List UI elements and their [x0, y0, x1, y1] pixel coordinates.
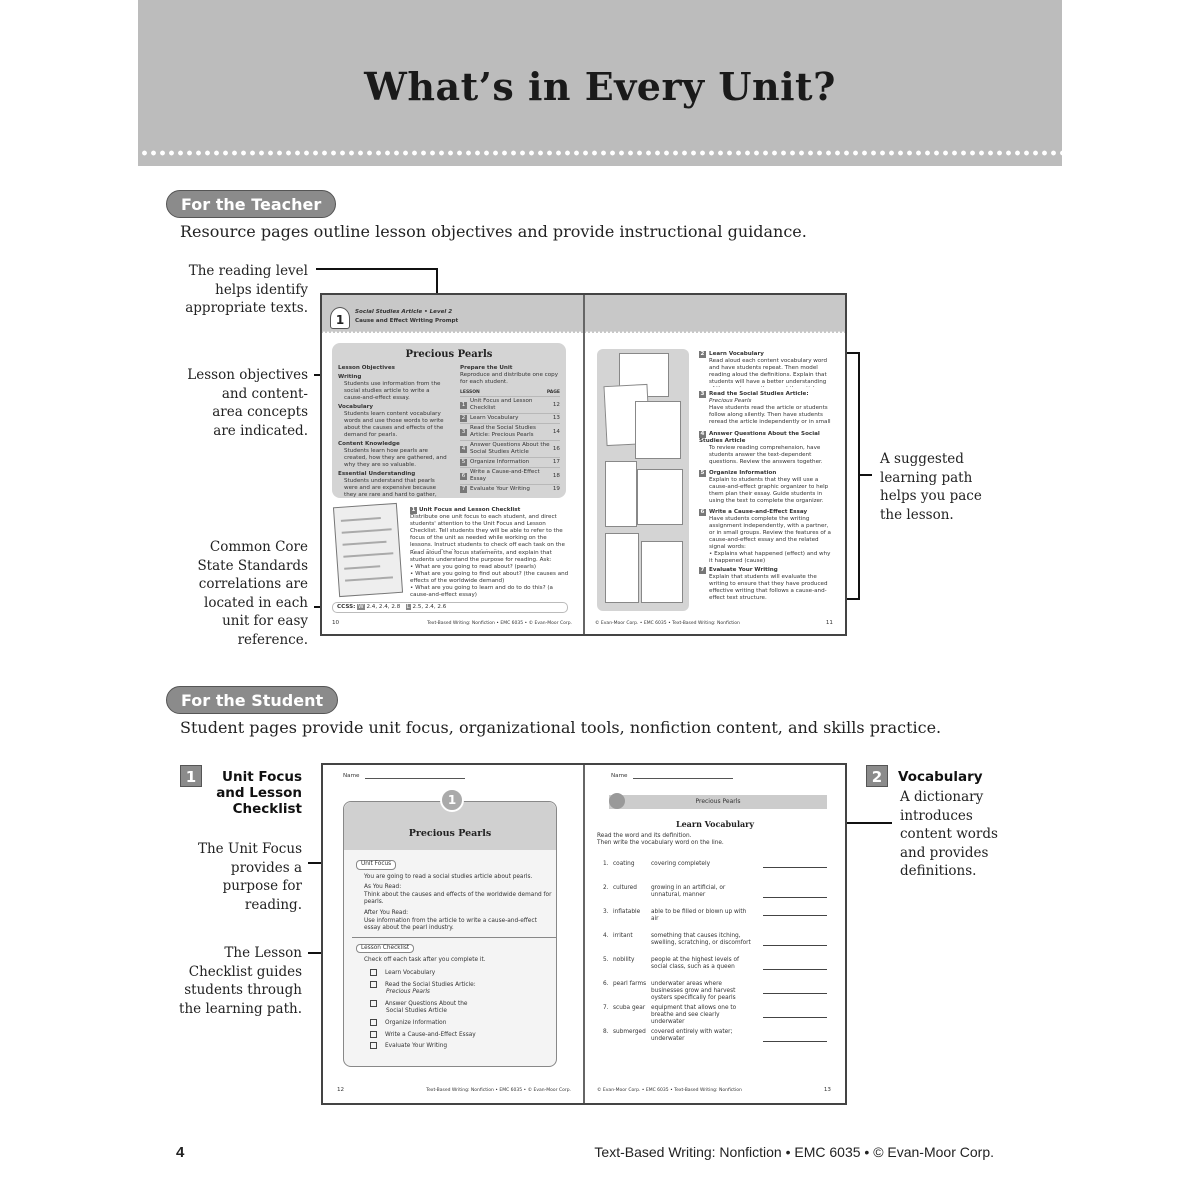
teacher-lead-text: Resource pages outline lesson objectives and provide instructional guidance. [180, 222, 807, 241]
step-badge: 7 [700, 567, 705, 573]
checklist-label: Write a Cause-and-Effect Essay [385, 1031, 476, 1038]
vocab-number: 4. [603, 933, 609, 939]
vocab-number: 5. [603, 957, 609, 963]
page-number: 13 [823, 1087, 831, 1093]
step-body: Read aloud each content vocabulary word and have students repeat. Then model reading aloud the definitions. Explain that students will have a better understanding [709, 358, 828, 385]
ribbon-title: Precious Pearls [695, 798, 741, 805]
unit-number: 1 [447, 793, 457, 807]
lesson-row [460, 484, 560, 494]
ccss-bar [332, 602, 568, 613]
step-title: Organize Information [709, 470, 777, 476]
vocab-definition: people at the highest levels of social class, such as a queen [651, 957, 740, 970]
dotted-divider [585, 331, 845, 334]
section2-title: Vocabulary [898, 769, 983, 785]
teacher-section-pill: For the Teacher [166, 190, 336, 218]
lesson-step [699, 431, 831, 466]
title-line: Checklist [232, 801, 302, 817]
callout-lesson-checklist [160, 944, 302, 1018]
objectives-heading: Lesson Objectives [338, 365, 395, 371]
checklist-sublabel: Precious Pearls [386, 989, 430, 996]
lesson-row [460, 413, 560, 423]
as-you-read-body: Think about the causes and effects of the worldwide demand for pearls. [364, 891, 552, 906]
vocab-word: coating [613, 861, 635, 867]
article-title: Precious Pearls [405, 349, 493, 360]
callout-line: purpose for [222, 878, 302, 894]
focus-content [356, 860, 552, 1054]
step-title: Read the Social Studies Article: [709, 391, 809, 397]
prepare-column [460, 365, 560, 494]
thumb-questions [605, 461, 637, 527]
checklist-label: Answer Questions About the [385, 1000, 468, 1007]
answer-line[interactable] [763, 1017, 827, 1018]
lesson-row [460, 396, 560, 413]
ribbon-banner [609, 795, 827, 809]
callout-line: The Lesson [224, 945, 302, 961]
ccss-w-values: 2.4, 2.4, 2.8 [366, 604, 401, 610]
step1-block: 1 Unit Focus and Lesson Checklist Distribute one unit focus to each student, and direct students' attention to the Unit Focus and Lesson Checklist. Tell students they will be able to refer to the focus of the unit as needed while working on the lessons. Instruct students to check off each task on the Read aloud the focus statements, and explain that students understand the purpose for reading. Ask: • What are you going to read about? (pearls) • What are you going to find out about? (the causes and effects of the worldwide demand) • What are you going to learn and do to do this? (a cause-and-effect essay) [410, 507, 569, 598]
focus-line: You are going to read a social studies article about pearls. [364, 873, 533, 880]
prepare-heading: Prepare the Unit [460, 365, 513, 371]
vocab-instructions [597, 833, 724, 847]
callout-line: and provides [900, 844, 989, 861]
lesson-number: 1 [461, 401, 466, 408]
callout-ccss [160, 538, 308, 649]
callout-line: and content- [221, 385, 308, 402]
lesson-steps [699, 351, 831, 606]
unit-badge [440, 788, 464, 812]
thumb-article-2 [635, 401, 681, 459]
callout-line: area concepts [212, 404, 308, 420]
vocab-row [597, 957, 833, 981]
step-title: Write a Cause-and-Effect Essay [709, 509, 808, 515]
lesson-step [699, 567, 831, 602]
thumb-line [342, 528, 392, 533]
callout-line: The Unit Focus [197, 841, 302, 857]
step-badge: 6 [700, 509, 705, 515]
checklist-items [356, 969, 552, 1051]
lesson-row [460, 457, 560, 467]
name-text: Name [611, 773, 628, 779]
vocab-definition: covering completely [651, 861, 711, 867]
vocab-row [597, 1029, 833, 1053]
student-lead-text: Student pages provide unit focus, organizational tools, nonfiction content, and skills practice. [180, 718, 942, 737]
header-line-2: Cause and Effect Writing Prompt [355, 318, 459, 324]
vocab-row [597, 885, 833, 909]
checkbox[interactable] [370, 1019, 377, 1026]
callout-line: A suggested [880, 451, 964, 467]
lesson-label: Organize Information [470, 459, 530, 465]
checklist-item [356, 1019, 552, 1028]
callout-line: reference. [237, 631, 308, 648]
student-spread [321, 763, 847, 1105]
page-title: What’s in Every Unit? [364, 64, 836, 109]
section1-title [210, 769, 302, 817]
answer-line[interactable] [763, 945, 827, 946]
page-footer-text: © Evan-Moor Corp. • EMC 6035 • Text-Based Writing: Nonfiction [597, 1088, 742, 1093]
step-body: To review reading comprehension, have students answer the text-dependent questions. Review the answers together. [709, 445, 823, 465]
objective-head: Content Knowledge [338, 441, 400, 447]
lesson-label: Learn Vocabulary [470, 415, 519, 421]
vocab-number: 8. [603, 1029, 609, 1035]
callout-line: The reading level [188, 263, 308, 279]
callout-line: Lesson objectives [187, 367, 308, 383]
vocab-row [597, 861, 833, 885]
name-line [633, 778, 733, 779]
step-badge: 4 [700, 431, 705, 437]
objective-body: Students learn how pearls are created, how they are gathered, and why they are so valuable. [344, 448, 447, 468]
step-body: Have students read the article or students follow along silently. Then have students reread the article independently or in small [709, 405, 831, 425]
thumb-line [341, 517, 381, 522]
callout-line: Checklist guides [188, 963, 302, 980]
lesson-number: 6 [461, 472, 466, 479]
ccss-l-values: 2.5, 2.4, 2.6 [412, 604, 447, 610]
name-text: Name [343, 773, 360, 779]
callout-line: correlations are [198, 576, 308, 592]
lesson-step [699, 470, 831, 505]
page-number: 10 [332, 620, 340, 626]
step-body: Have students complete the writing assignment independently, with a partner, or in small groups. Review the features of a cause-and-effect essay and the related signal words: [709, 516, 831, 550]
checklist-item [356, 981, 552, 997]
step1-bullet: What are you going to read about? (pearls) [415, 564, 537, 570]
after-you-read-body: Use information from the article to write a cause-and-effect essay about the pearl industry. [364, 917, 537, 932]
student-left-page [323, 765, 583, 1103]
callout-line: introduces [900, 807, 973, 824]
name-label [611, 773, 628, 780]
callout-line: helps identify [215, 281, 308, 298]
lesson-page: 14 [552, 428, 560, 435]
footer-page-number: 4 [176, 1144, 185, 1161]
name-line [365, 778, 465, 779]
lesson-row [460, 467, 560, 484]
callout-line: State Standards [197, 557, 308, 574]
lesson-page: 13 [552, 415, 560, 421]
answer-line[interactable] [763, 1041, 827, 1042]
checklist-intro: Check off each task after you complete it. [364, 957, 486, 964]
objective-head: Writing [338, 374, 362, 380]
section-number-badge: 1 [180, 765, 202, 787]
vocab-word: pearl farms [613, 981, 647, 987]
prepare-body: Reproduce and distribute one copy for each student. [460, 372, 559, 385]
leader-line [316, 268, 438, 270]
objective-head: Vocabulary [338, 404, 374, 410]
objective-body: Students use information from the social studies article to write a cause-and-effect essay. [344, 381, 441, 401]
section-divider [352, 937, 556, 938]
page-header-band [585, 295, 845, 333]
title-line: and Lesson [216, 785, 302, 801]
unit-number: 1 [335, 313, 345, 327]
callout-learning-path [880, 450, 1010, 524]
callout-line: students through [184, 982, 302, 998]
lesson-number: 5 [461, 459, 466, 465]
section-number-badge: 2 [866, 765, 888, 787]
checklist-item [356, 969, 552, 978]
step1-bullet: What are you going to find out about? (the causes and effects of the worldwide demand) [410, 571, 569, 584]
thumb-line [343, 552, 393, 557]
vocab-row [597, 909, 833, 933]
bracket-line [858, 474, 872, 476]
vocab-definition: growing in an artificial, or unnatural, manner [651, 885, 726, 898]
answer-line[interactable] [763, 993, 827, 994]
step-body: Explain that students will evaluate the writing to ensure that they have produced effective writing that follows a cause-and-effect text structure. [709, 574, 828, 601]
vocab-definition: underwater areas where businesses grow and harvest oysters specifically for pearls [651, 981, 736, 1001]
bracket-line [846, 598, 860, 600]
lesson-label: Answer Questions About the Social Studies Article [470, 442, 550, 455]
intro-line: Read the word and its definition. [597, 833, 692, 839]
objective-body: Students learn content vocabulary words and use those words to write about the causes and effects of the demand for pearls. [344, 411, 444, 438]
objectives-box [332, 343, 566, 498]
checklist-item [356, 1031, 552, 1040]
thumb-line [344, 565, 380, 570]
objectives-column [338, 365, 448, 501]
vocab-definition: able to be filled or blown up with air [651, 909, 747, 922]
lesson-page: 17 [552, 459, 560, 465]
lesson-table [460, 396, 560, 494]
after-you-read-heading: After You Read: [364, 909, 409, 916]
callout-line: unit for easy [222, 613, 308, 629]
checklist-label: Read the Social Studies Article: [385, 981, 476, 988]
lesson-label: Unit Focus and Lesson Checklist [470, 398, 533, 411]
card-title: Precious Pearls [408, 828, 492, 839]
lesson-label: Read the Social Studies Article: Precious Pearls [470, 425, 536, 438]
step-badge: 1 [411, 507, 416, 513]
student-section-pill: For the Student [166, 686, 338, 714]
thumb-evaluate [641, 541, 683, 603]
page-number: 12 [337, 1087, 345, 1093]
step1-body: Distribute one unit focus to each student, and direct students' attention to the Unit Focus and Lesson Checklist. Tell students they will be able to refer to the focus of the unit as needed while working on the lessons. Instruct students to check off each task on the [410, 514, 565, 548]
dotted-divider [322, 331, 584, 334]
callout-vocabulary [900, 788, 1010, 881]
vocab-number: 7. [603, 1005, 609, 1011]
unit-focus-card [343, 793, 557, 1067]
callout-objectives [160, 366, 308, 440]
step-title: Answer Questions About the Social Studies Article [699, 431, 820, 444]
vocab-number: 1. [603, 861, 609, 867]
vocab-row [597, 1005, 833, 1029]
vocab-row [597, 933, 833, 957]
checkbox[interactable] [370, 1042, 377, 1049]
page-number: 11 [825, 620, 833, 626]
page-footer-text: Text-Based Writing: Nonfiction • EMC 6035 • © Evan-Moor Corp. [426, 1088, 571, 1093]
callout-line: provides a [230, 859, 302, 876]
vocab-definition: equipment that allows one to breathe and see clearly underwater [651, 1005, 737, 1025]
callout-line: definitions. [900, 863, 977, 879]
answer-line[interactable] [763, 867, 827, 868]
name-label [343, 773, 360, 780]
vocab-word: cultured [613, 885, 637, 891]
step-badge: 2 [700, 351, 705, 357]
bracket-line [858, 352, 860, 600]
step1-title: Unit Focus and Lesson Checklist [418, 507, 521, 513]
student-page-thumbnail [333, 503, 403, 597]
thumb-line [345, 576, 393, 581]
callout-line: content words [900, 826, 998, 842]
lesson-step: 6 Write a Cause-and-Effect Essay Have students complete the writing assignment independently, with a partner, or in small groups. Review the features of a cause-and-effect essay and the related signal words: • Explains what happened (effect) and why it happened (cause) [700, 509, 831, 563]
callout-line: located in each [204, 594, 308, 611]
lesson-col-header: LESSON [460, 390, 480, 395]
page-footer-text: © Evan-Moor Corp. • EMC 6035 • Text-Based Writing: Nonfiction [595, 621, 740, 626]
title-line: Unit Focus [222, 769, 302, 785]
step-title: Evaluate Your Writing [709, 567, 778, 573]
vocab-heading: Learn Vocabulary [675, 819, 755, 829]
vocab-number: 6. [603, 981, 609, 987]
ccss-l-tag: L [406, 604, 410, 610]
teacher-spread [320, 293, 847, 636]
lesson-page: 16 [552, 445, 560, 452]
vocab-definition: covered entirely with water; underwater [651, 1029, 733, 1042]
step-title: Learn Vocabulary [709, 351, 764, 357]
objective-head: Essential Understanding [338, 471, 416, 477]
thumb-essay [605, 533, 639, 603]
vocab-list [597, 861, 833, 1053]
lesson-number: 7 [461, 486, 466, 492]
checklist-item [356, 1000, 552, 1016]
callout-unit-focus [160, 840, 302, 914]
step1-bullet: What are you going to learn and do to do this? (a cause-and-effect essay) [410, 585, 553, 598]
as-you-read-heading: As You Read: [364, 884, 402, 891]
vocab-word: irritant [613, 933, 633, 939]
answer-line[interactable] [763, 969, 827, 970]
callout-line: learning path [880, 469, 973, 486]
vocab-word: scuba gear [613, 1005, 646, 1011]
callout-line: the lesson. [880, 506, 954, 523]
lesson-page: 12 [552, 401, 560, 408]
intro-line: Then write the vocabulary word on the line. [597, 840, 724, 846]
thumb-line [343, 541, 387, 546]
step-bullet: Explains what happened (effect) and why it happened (cause) [709, 551, 831, 563]
lesson-number: 3 [461, 428, 466, 435]
thumbnails-panel [597, 349, 689, 611]
checklist-sublabel: Social Studies Article [386, 1008, 447, 1015]
checkbox[interactable] [370, 1000, 377, 1007]
ccss-w-tag: W [358, 604, 364, 610]
callout-line: are indicated. [213, 422, 308, 439]
lesson-number: 4 [461, 445, 466, 452]
student-right-page [585, 765, 845, 1103]
vocab-row [597, 981, 833, 1005]
header-line-1: Social Studies Article • Level 2 [355, 309, 453, 315]
lesson-label: Write a Cause-and-Effect Essay [470, 469, 540, 482]
teacher-left-page [322, 295, 584, 634]
checklist-label: Evaluate Your Writing [385, 1043, 448, 1050]
callout-reading-level [160, 262, 308, 318]
lesson-page: 19 [552, 486, 560, 492]
objective-body: Students understand that pearls were and are expensive because they are rare and hard to gather, [344, 478, 437, 498]
checklist-tab: Lesson Checklist [356, 944, 414, 954]
callout-line: appropriate texts. [185, 300, 308, 316]
callout-line: A dictionary [900, 789, 984, 805]
lesson-row [460, 423, 560, 440]
lesson-step [699, 391, 831, 427]
lesson-page: 18 [552, 472, 560, 479]
callout-line: Common Core [209, 539, 308, 555]
callout-line: helps you pace [880, 488, 982, 504]
vocab-word: inflatable [613, 909, 641, 915]
checkbox[interactable] [370, 969, 377, 976]
answer-line[interactable] [763, 897, 827, 898]
page-header [138, 0, 1062, 166]
checklist-label: Organize Information [385, 1019, 447, 1026]
checklist-item [356, 1042, 552, 1051]
dotted-divider [138, 146, 1062, 160]
step-badge: 5 [700, 470, 705, 476]
focus-tab: Unit Focus [356, 860, 396, 870]
checklist-label: Learn Vocabulary [385, 969, 436, 976]
teacher-right-page [585, 295, 845, 634]
step-subtitle: Precious Pearls [709, 398, 752, 404]
ccss-label: CCSS: [337, 604, 356, 610]
lesson-step [699, 351, 831, 387]
step1-more: Read aloud the focus statements, and explain that students understand the purpose for reading. Ask: [410, 550, 552, 563]
step-badge: 3 [700, 391, 705, 397]
unit-badge [330, 307, 350, 329]
vocab-number: 2. [603, 885, 609, 891]
checkbox[interactable] [370, 981, 377, 988]
vocab-number: 3. [603, 909, 609, 915]
lesson-row [460, 440, 560, 457]
step-body: Explain to students that they will use a cause-and-effect graphic organizer to help them plan their essay. Guide students in using the text to complete the organizer. [709, 477, 829, 504]
callout-line: the learning path. [179, 1000, 302, 1017]
vocab-word: nobility [613, 957, 635, 963]
footer-credit: Text-Based Writing: Nonfiction • EMC 6035 • © Evan-Moor Corp. [594, 1144, 994, 1160]
lesson-number: 2 [461, 415, 466, 421]
page-footer-text: Text-Based Writing: Nonfiction • EMC 6035 • © Evan-Moor Corp. [427, 621, 572, 626]
callout-line: reading. [244, 896, 302, 913]
thumb-organizer [637, 469, 683, 525]
answer-line[interactable] [763, 915, 827, 916]
vocab-definition: something that causes itching, swelling, scratching, or discomfort [651, 933, 751, 946]
lesson-label: Evaluate Your Writing [470, 486, 530, 492]
page-col-header: PAGE [546, 390, 560, 395]
vocab-word: submerged [613, 1029, 646, 1035]
checkbox[interactable] [370, 1031, 377, 1038]
